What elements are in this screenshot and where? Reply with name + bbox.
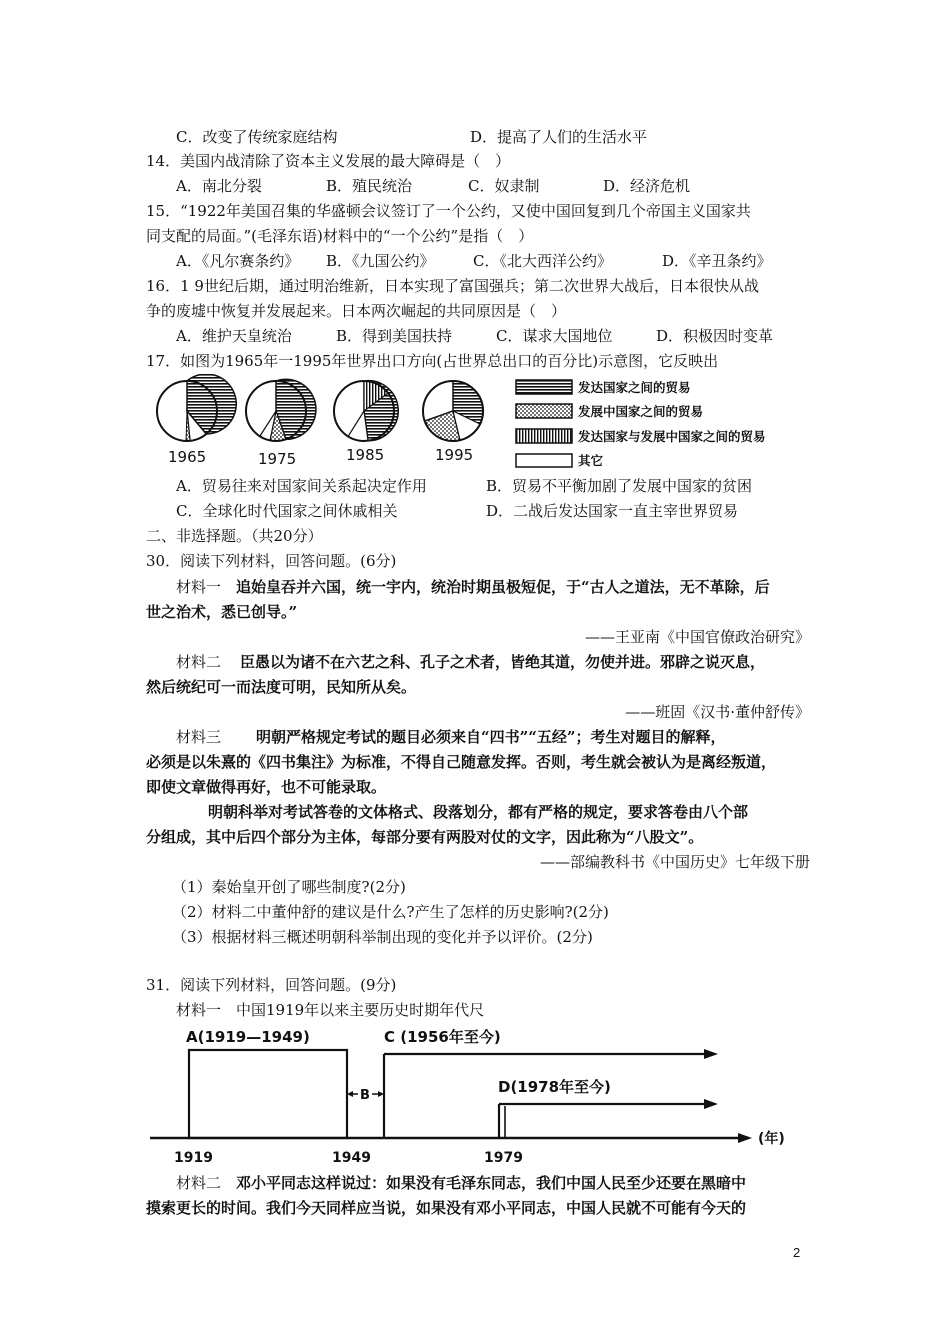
q30-material3-line4: 明朝科举对考试答卷的文体格式、段落划分，都有严格的规定，要求答卷由八个部 — [208, 803, 749, 821]
q13-option-c: C．改变了传统家庭结构 — [176, 128, 338, 146]
q30-material3-label: 材料三 — [176, 728, 222, 746]
q17-option-a: A．贸易往来对国家间关系起决定作用 — [176, 477, 427, 495]
timeline-unit: (年) — [758, 1131, 785, 1147]
q17-stem: 17．如图为1965年一1995年世界出口方向(占世界总出口的百分比)示意图，它反映出 — [146, 352, 719, 370]
legend-other: 其它 — [578, 453, 604, 468]
q15-stem-line2: 同支配的局面。”(毛泽东语)材料中的“一个公约”是指（ ） — [146, 227, 534, 245]
q31-stem: 31．阅读下列材料，回答问题。(9分) — [146, 976, 397, 994]
q15-option-a: A．《凡尔赛条约》 — [176, 252, 300, 270]
q16-stem-line2: 争的废墟中恢复并发展起来。日本两次崛起的共同原因是（ ） — [146, 302, 567, 320]
tick-1979: 1979 — [484, 1150, 523, 1166]
export-direction-pie-figure — [150, 374, 830, 468]
q17-option-d: D．二战后发达国家一直主宰世界贸易 — [486, 502, 739, 520]
q15-option-d: D．《辛丑条约》 — [662, 252, 772, 270]
q30-material1-line2: 世之治术，悉已创导。” — [146, 603, 298, 621]
q15-option-b: B．《九国公约》 — [326, 252, 435, 270]
q30-material1-label: 材料一 — [176, 578, 222, 596]
pie-1975 — [246, 379, 316, 441]
q31-material2-line2: 摸索更长的时间。我们今天同样应当说，如果没有邓小平同志，中国人民就不可能有今天的 — [146, 1199, 747, 1217]
q16-option-d: D．积极因时变革 — [656, 327, 774, 345]
legend-developing-developing: 发展中国家之间的贸易 — [578, 404, 704, 419]
tick-1919: 1919 — [174, 1150, 213, 1166]
q30-stem: 30．阅读下列材料，回答问题。(6分) — [146, 552, 397, 570]
q30-material3-line1: 明朝严格规定考试的题目必须来自“四书”“五经”；考生对题目的解释， — [256, 728, 726, 746]
q14-option-c: C．奴隶制 — [468, 177, 540, 195]
q14-option-a: A．南北分裂 — [176, 177, 262, 195]
q30-material1-line1: 追始皇吞并六国，统一宇内，统治时期虽极短促，于“古人之道法，无不革除，后 — [236, 578, 770, 596]
q14-option-b: B．殖民统治 — [326, 177, 413, 195]
q16-option-b: B．得到美国扶持 — [336, 327, 453, 345]
q31-material1: 材料一 中国1919年以来主要历史时期年代尺 — [176, 1001, 485, 1019]
tick-1949: 1949 — [332, 1150, 371, 1166]
legend-developed-developing: 发达国家与发展中国家之间的贸易 — [578, 429, 766, 444]
q30-sub1: （1）秦始皇开创了哪些制度?(2分) — [172, 878, 406, 896]
legend-developed-developed: 发达国家之间的贸易 — [578, 380, 691, 395]
q30-material3-line2: 必须是以朱熹的《四书集注》为标准，不得自己随意发挥。否则，考生就会被认为是离经叛道， — [146, 753, 777, 771]
pie-1965 — [157, 374, 236, 441]
q30-material2-label: 材料二 — [176, 653, 222, 671]
q17-option-b: B．贸易不平衡加剧了发展中国家的贫困 — [486, 477, 753, 495]
period-b-label: B — [360, 1088, 370, 1103]
period-a-label: A(1919—1949) — [186, 1028, 310, 1046]
pie-1985 — [334, 381, 398, 441]
q13-option-d: D．提高了人们的生活水平 — [470, 128, 648, 146]
q30-sub2: （2）材料二中董仲舒的建议是什么?产生了怎样的历史影响?(2分) — [172, 903, 609, 921]
q14-option-d: D．经济危机 — [603, 177, 691, 195]
q30-material2-line2: 然后统纪可一而法度可明，民知所从矣。 — [146, 678, 417, 696]
q14-stem: 14．美国内战清除了资本主义发展的最大障碍是（ ） — [146, 152, 511, 170]
pie-year-1985: 1985 — [346, 446, 385, 464]
q30-material2-source: ——班固《汉书·董仲舒传》 — [625, 703, 810, 721]
q31-material2-line1: 邓小平同志这样说过：如果没有毛泽东同志，我们中国人民至少还要在黑暗中 — [236, 1174, 747, 1192]
pie-legend — [516, 380, 766, 468]
q30-material3-line5: 分组成，其中后四个部分为主体，每部分要有两股对仗的文字，因此称为“八股文”。 — [146, 828, 704, 846]
pie-year-1995: 1995 — [435, 446, 474, 464]
q30-sub3: （3）根据材料三概述明朝科举制出现的变化并予以评价。(2分) — [172, 928, 593, 946]
section-2-heading: 二、非选择题。（共20分） — [146, 527, 323, 545]
history-period-timeline — [148, 1020, 808, 1166]
pie-1995 — [423, 381, 483, 441]
period-a-box — [189, 1050, 347, 1138]
q15-stem-line1: 15．“1922年美国召集的华盛顿会议签订了一个公约，又使中国回复到几个帝国主义国家共 — [146, 202, 751, 220]
q30-material3-line3: 即使文章做得再好，也不可能录取。 — [146, 778, 387, 796]
q31-material2-label: 材料二 — [176, 1174, 222, 1192]
page-number: 2 — [793, 1245, 801, 1260]
q30-material3-source: ——部编教科书《中国历史》七年级下册 — [539, 853, 810, 871]
q30-material2-line1: 臣愚以为诸不在六艺之科、孔子之术者，皆绝其道，勿使并进。邪辟之说灭息， — [240, 653, 766, 671]
q17-option-c: C．全球化时代国家之间休戚相关 — [176, 502, 398, 520]
pie-year-1965: 1965 — [168, 448, 207, 466]
pie-year-1975: 1975 — [258, 450, 297, 468]
q15-option-c: C．《北大西洋公约》 — [473, 252, 612, 270]
q16-option-c: C．谋求大国地位 — [496, 327, 613, 345]
period-d-label: D(1978年至今) — [498, 1078, 611, 1096]
period-c-label: C (1956年至今) — [384, 1028, 501, 1046]
q16-option-a: A．维护天皇统治 — [176, 327, 292, 345]
q30-material1-source: ——王亚南《中国官僚政治研究》 — [584, 628, 810, 646]
q16-stem-line1: 16．1 9世纪后期，通过明治维新，日本实现了富国强兵；第二次世界大战后，日本很快从战 — [146, 277, 759, 295]
